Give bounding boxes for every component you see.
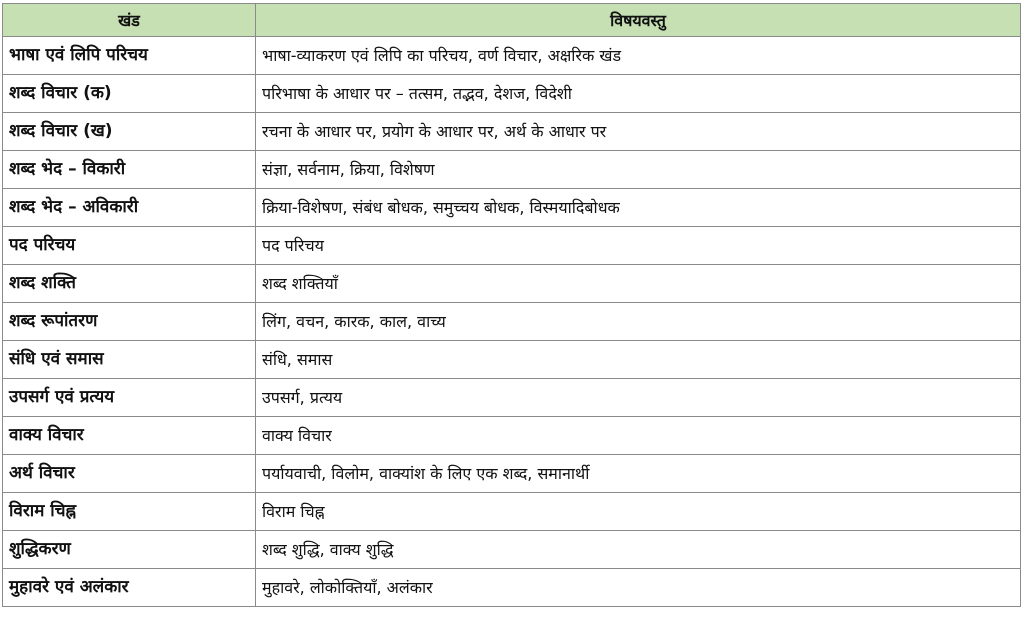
table-row xyxy=(3,189,1021,227)
section-cell: विराम चिह्न xyxy=(3,493,256,531)
table-row xyxy=(3,379,1021,417)
content-cell: मुहावरे, लोकोक्तियाँ, अलंकार xyxy=(256,569,1021,607)
section-cell: शब्द रूपांतरण xyxy=(3,303,256,341)
table-row xyxy=(3,531,1021,569)
section-cell: भाषा एवं लिपि परिचय xyxy=(3,37,256,75)
section-cell: पद परिचय xyxy=(3,227,256,265)
section-cell: शब्द विचार (ख) xyxy=(3,113,256,151)
content-cell: संधि, समास xyxy=(256,341,1021,379)
section-cell: वाक्य विचार xyxy=(3,417,256,455)
content-cell: भाषा-व्याकरण एवं लिपि का परिचय, वर्ण विचार, अक्षरिक खंड xyxy=(256,37,1021,75)
section-cell: शब्द भेद – अविकारी xyxy=(3,189,256,227)
section-cell: शब्द भेद – विकारी xyxy=(3,151,256,189)
table-row xyxy=(3,569,1021,607)
syllabus-table xyxy=(2,3,1021,607)
content-cell: विराम चिह्न xyxy=(256,493,1021,531)
table-row xyxy=(3,37,1021,75)
table-row xyxy=(3,113,1021,151)
column-header-section: खंड xyxy=(3,4,256,37)
section-cell: शब्द विचार (क) xyxy=(3,75,256,113)
content-cell: पर्यायवाची, विलोम, वाक्यांश के लिए एक शब्द, समानार्थी xyxy=(256,455,1021,493)
table-header-row xyxy=(3,4,1021,37)
section-cell: संधि एवं समास xyxy=(3,341,256,379)
section-cell: शब्द शक्ति xyxy=(3,265,256,303)
content-cell: शब्द शुद्धि, वाक्य शुद्धि xyxy=(256,531,1021,569)
table-row xyxy=(3,75,1021,113)
content-cell: पद परिचय xyxy=(256,227,1021,265)
content-cell: क्रिया-विशेषण, संबंध बोधक, समुच्चय बोधक, विस्मयादिबोधक xyxy=(256,189,1021,227)
section-cell: मुहावरे एवं अलंकार xyxy=(3,569,256,607)
table-row xyxy=(3,151,1021,189)
section-cell: अर्थ विचार xyxy=(3,455,256,493)
section-cell: शुद्धिकरण xyxy=(3,531,256,569)
content-cell: रचना के आधार पर, प्रयोग के आधार पर, अर्थ के आधार पर xyxy=(256,113,1021,151)
table-row xyxy=(3,341,1021,379)
table-row xyxy=(3,227,1021,265)
content-cell: संज्ञा, सर्वनाम, क्रिया, विशेषण xyxy=(256,151,1021,189)
table-row xyxy=(3,455,1021,493)
content-cell: लिंग, वचन, कारक, काल, वाच्य xyxy=(256,303,1021,341)
content-cell: शब्द शक्तियाँ xyxy=(256,265,1021,303)
column-header-content: विषयवस्तु xyxy=(256,4,1021,37)
content-cell: वाक्य विचार xyxy=(256,417,1021,455)
table-row xyxy=(3,303,1021,341)
table-row xyxy=(3,493,1021,531)
section-cell: उपसर्ग एवं प्रत्यय xyxy=(3,379,256,417)
content-cell: उपसर्ग, प्रत्यय xyxy=(256,379,1021,417)
content-cell: परिभाषा के आधार पर – तत्सम, तद्भव, देशज, विदेशी xyxy=(256,75,1021,113)
table-row xyxy=(3,265,1021,303)
table-row xyxy=(3,417,1021,455)
